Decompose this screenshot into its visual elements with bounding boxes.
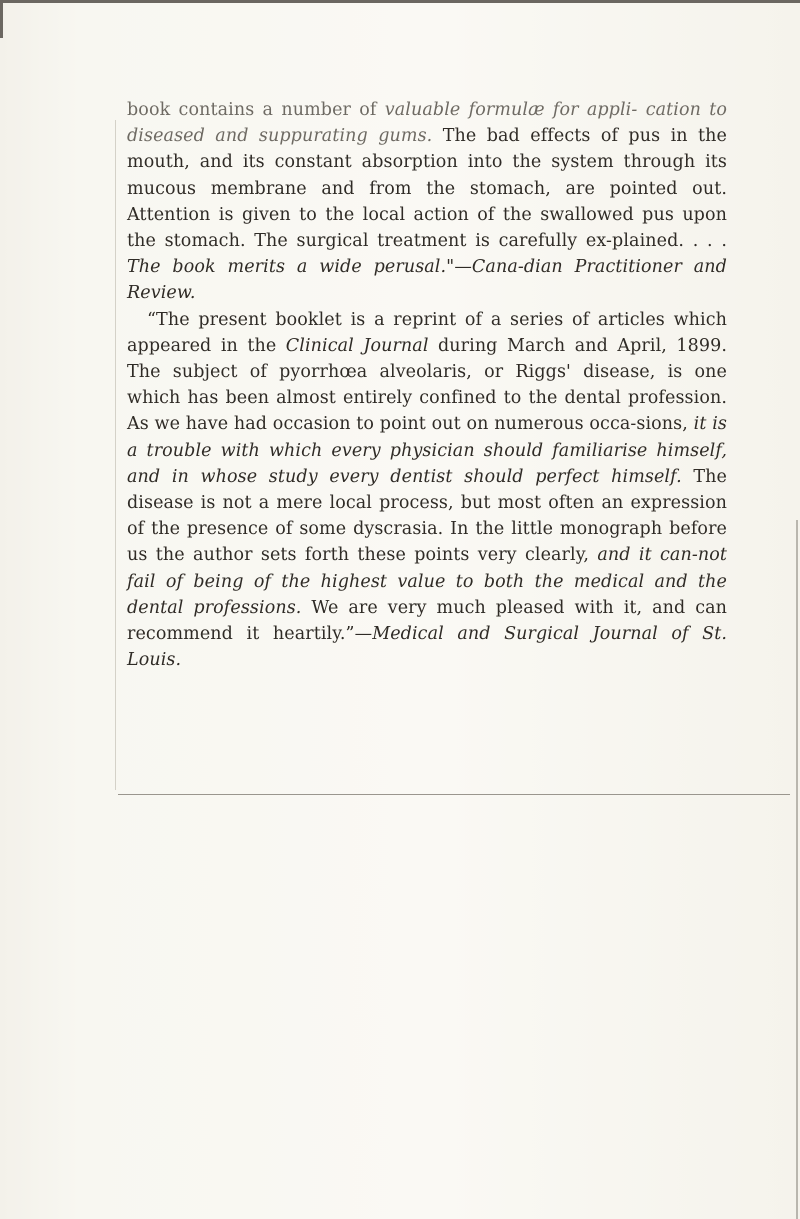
- review-1-bad: The bad: [432, 126, 520, 147]
- review-2-journal: Clinical Journal: [285, 335, 429, 356]
- review-1-quote-end: "—: [446, 257, 472, 278]
- review-1-body: effects of pus in the mouth, and its constant absorption into the system through its mucous membrane and from the stomach, are pointed out. Attention is given to the local action of the swallowed pus upon the stomach. The surgical treatment is carefully ex-plained. . . .: [127, 126, 727, 252]
- page-right-edge: [796, 520, 798, 1219]
- review-canadian-practitioner: [127, 97, 727, 307]
- margin-rule: [115, 120, 116, 790]
- reviews-text: [127, 97, 727, 673]
- review-1-line-1: book contains a number of: [127, 100, 385, 120]
- review-2-part-4: We are very much pleased with it, and can recommend it heartily.”—: [127, 597, 727, 645]
- page-left-edge: [0, 0, 3, 38]
- review-2-emphasis-1: it is a trouble with which every physician should familiarise himself, and in whose study every dentist should perfect himself.: [127, 414, 727, 487]
- review-1-formulae: valuable formulæ for appli-: [384, 100, 638, 120]
- review-1-gums: cation to diseased and suppurating gums.: [127, 100, 727, 147]
- review-1-quote: The book merits a wide perusal.: [127, 257, 447, 278]
- bottom-rule: [118, 794, 790, 795]
- review-2-part-1: “The present booklet is a reprint of a series of articles which appeared in the: [127, 309, 727, 356]
- review-medical-surgical-journal: [127, 307, 727, 674]
- review-2-source: Medical and Surgical Journal of St. Louis.: [127, 624, 727, 671]
- review-2-part-3: The disease is not a mere local process, but most often an expression of the presence of some dyscrasia. In the little monograph before us the author sets forth these points very clearly,: [127, 466, 727, 566]
- review-2-part-2: during March and April, 1899. The subject of pyorrhœa alveolaris, or Riggs' disease, is one which has been almost entirely confined to the dental profession. As we have had occasion to point out on numerous occa-sions,: [127, 335, 727, 435]
- page-top-edge: [0, 0, 800, 3]
- review-2-emphasis-2: and it can-not fail of being of the highest value to both the medical and the dental professions.: [127, 545, 727, 618]
- review-1-source: Cana-dian Practitioner and Review.: [127, 257, 727, 304]
